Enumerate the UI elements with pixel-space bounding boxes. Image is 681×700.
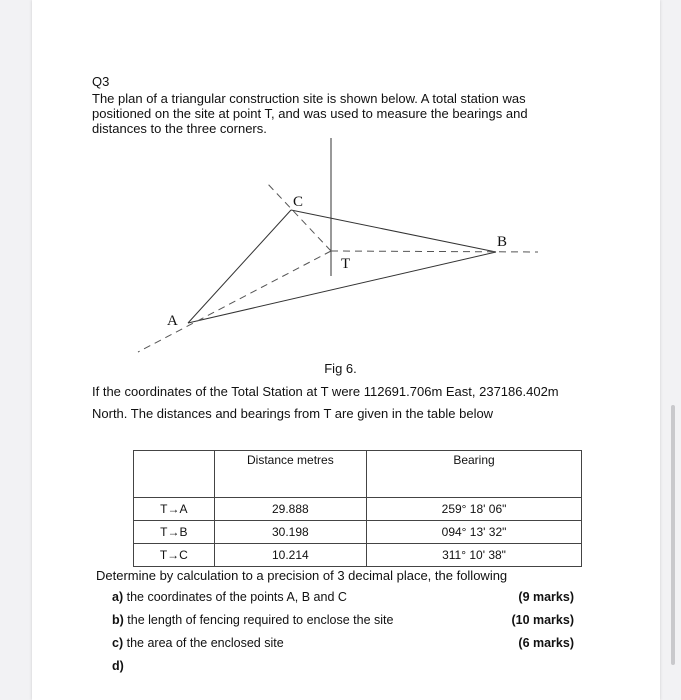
intro-line: The plan of a triangular construction site is shown below. A total station was: [92, 91, 526, 106]
bearing-cell: 094° 13' 32": [367, 521, 582, 544]
table-row: [134, 498, 582, 521]
label-t: T: [341, 256, 351, 272]
question-parts: [112, 590, 574, 682]
intro-line: positioned on the site at point T, and was used to measure the bearings and: [92, 106, 528, 121]
part-label: a): [112, 590, 124, 604]
distance-cell: 29.888: [214, 498, 366, 521]
side-cb: [291, 210, 496, 252]
question-number: Q3: [92, 74, 110, 89]
question-part-a: [112, 590, 574, 613]
part-label: b): [112, 613, 124, 627]
measurements-table: [133, 450, 582, 567]
line-cell: T→A: [134, 498, 215, 521]
figure-caption: Fig 6.: [324, 361, 357, 376]
scrollbar[interactable]: [671, 405, 675, 665]
side-ac: [188, 210, 291, 323]
coordinates-text: [92, 381, 559, 425]
distance-cell: 10.214: [214, 544, 366, 567]
determine-instruction: Determine by calculation to a precision of 3 decimal place, the following: [96, 568, 508, 583]
question-part-d: [112, 659, 574, 682]
part-text: the area of the enclosed site: [126, 636, 284, 650]
part-marks: (9 marks): [518, 590, 574, 604]
bearing-cell: 259° 18' 06": [367, 498, 582, 521]
part-marks: (10 marks): [511, 613, 574, 627]
part-label: d): [112, 659, 124, 673]
line-cell: T→B: [134, 521, 215, 544]
header-cell: Bearing: [367, 451, 582, 498]
distance-cell: 30.198: [214, 521, 366, 544]
part-text: the length of fencing required to enclose the site: [127, 613, 394, 627]
line-cell: T→C: [134, 544, 215, 567]
question-part-c: [112, 636, 574, 659]
sight-line-ta: [138, 251, 331, 352]
sight-line-tb: [331, 251, 538, 252]
header-cell: Distance metres: [214, 451, 366, 498]
table-row: [134, 521, 582, 544]
part-label: c): [112, 636, 124, 650]
header-cell: [134, 451, 215, 498]
table-row: [134, 544, 582, 567]
coords-line: If the coordinates of the Total Station at T were 112691.706m East, 237186.402m: [92, 384, 559, 399]
question-part-b: [112, 613, 574, 636]
coords-line: North. The distances and bearings from T are given in the table below: [92, 406, 494, 421]
table-header-row: [134, 451, 582, 498]
part-marks: (6 marks): [518, 636, 574, 650]
part-text: the coordinates of the points A, B and C: [126, 590, 347, 604]
label-c: C: [293, 194, 304, 210]
site-plan-figure: [130, 130, 550, 360]
intro-line: distances to the three corners.: [92, 121, 267, 136]
bearing-cell: 311° 10' 38": [367, 544, 582, 567]
label-b: B: [497, 234, 508, 250]
label-a: A: [167, 313, 178, 329]
